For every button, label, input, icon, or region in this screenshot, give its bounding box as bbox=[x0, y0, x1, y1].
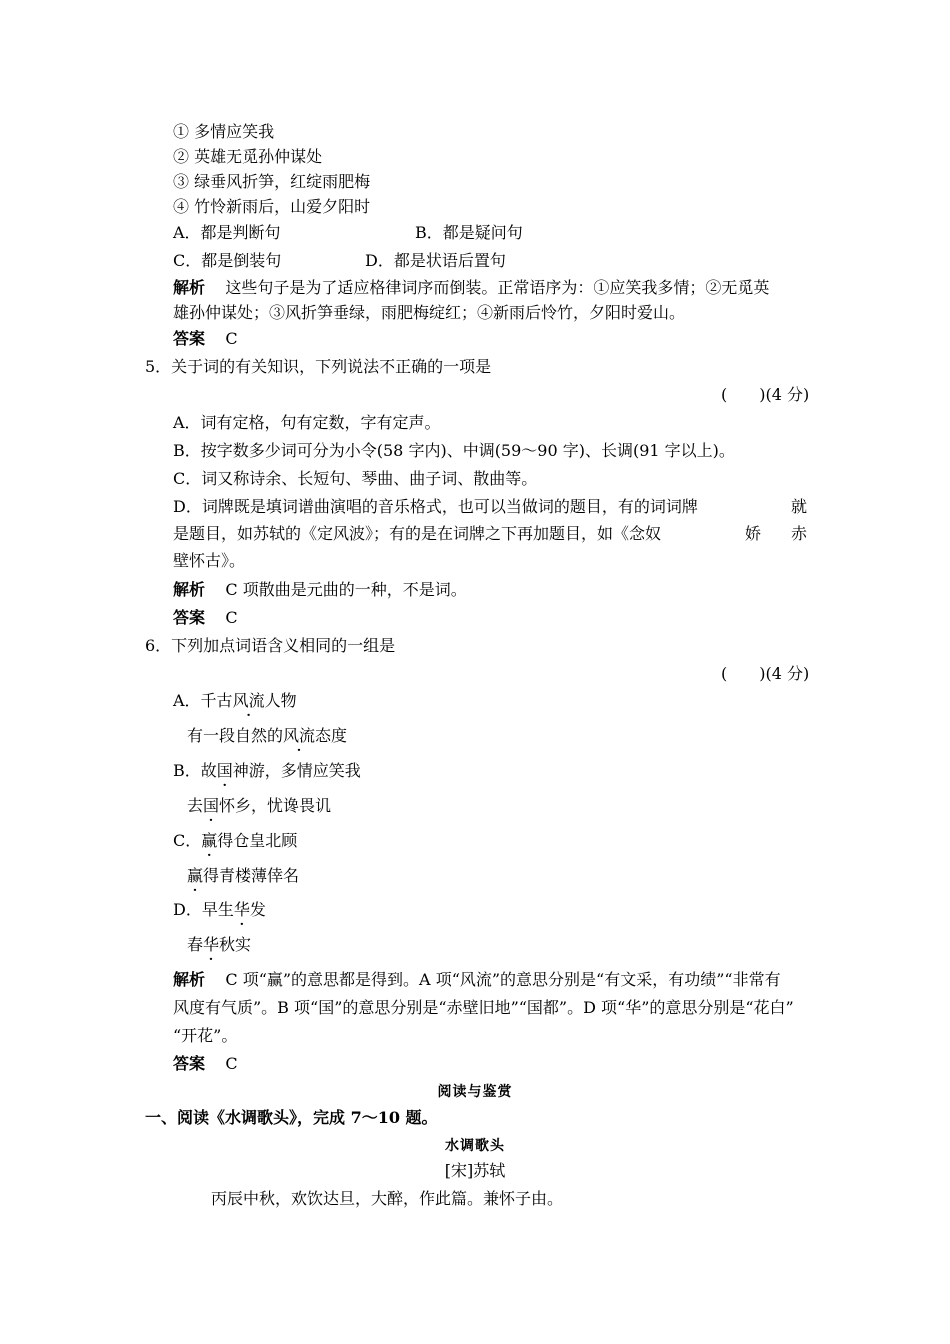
text: 春 bbox=[187, 935, 204, 954]
q5-answer bbox=[173, 608, 238, 628]
q4-item-1: ① 多情应笑我 bbox=[173, 122, 275, 141]
q6-option-a-2 bbox=[187, 726, 347, 746]
q4-analysis-line2: 雄孙仲谋处；③风折笋垂绿，雨肥梅绽红；④新雨后怜竹，夕阳时爱山。 bbox=[173, 303, 686, 322]
answer-value: C bbox=[225, 1054, 238, 1073]
answer-label: 答案 bbox=[173, 608, 206, 627]
dotted-word: 华 bbox=[203, 935, 220, 954]
q6-analysis bbox=[173, 970, 781, 990]
q5-analysis bbox=[173, 580, 467, 600]
text: D．早生 bbox=[173, 900, 234, 919]
q5-option-c: C．词又称诗余、长短句、琴曲、曲子词、散曲等。 bbox=[173, 469, 538, 488]
q6-stem: 6．下列加点词语含义相同的一组是 bbox=[145, 636, 396, 655]
q6-answer bbox=[173, 1054, 238, 1074]
q4-item-3: ③ 绿垂风折笋，红绽雨肥梅 bbox=[173, 172, 371, 191]
q6-option-a-1 bbox=[173, 691, 297, 711]
q5-score: ( )(4 分) bbox=[721, 385, 810, 404]
dotted-word: 赢 bbox=[187, 866, 204, 885]
analysis-label: 解析 bbox=[173, 580, 206, 599]
analysis-label: 解析 bbox=[173, 970, 206, 989]
q5-stem: 5．关于词的有关知识，下列说法不正确的一项是 bbox=[145, 357, 492, 376]
text: 态度 bbox=[315, 726, 348, 745]
q6-analysis-line2: 风度有气质”。B 项“国”的意思分别是“赤壁旧地”“国都”。D 项“华”的意思分别是“花白” bbox=[173, 998, 794, 1017]
text: 去 bbox=[187, 796, 204, 815]
dotted-word: 华 bbox=[233, 900, 250, 919]
q4-option-b: B．都是疑问句 bbox=[415, 223, 523, 242]
q6-option-b-1 bbox=[173, 761, 361, 781]
answer-label: 答案 bbox=[173, 329, 206, 348]
answer-value: C bbox=[225, 608, 238, 627]
text: 得青楼薄倖名 bbox=[203, 866, 300, 885]
q6-option-c-1 bbox=[173, 831, 297, 851]
q5-option-d-line2 bbox=[173, 524, 807, 544]
text: B．故 bbox=[173, 761, 217, 780]
q5-option-d-last: 赤 bbox=[790, 524, 807, 543]
section-title: 阅读与鉴赏 bbox=[437, 1084, 513, 1100]
q4-answer bbox=[173, 329, 238, 349]
part-title: 一、阅读《水调歌头》，完成 7～10 题。 bbox=[145, 1108, 438, 1127]
poem-preface: 丙辰中秋，欢饮达旦，大醉，作此篇。兼怀子由。 bbox=[211, 1189, 564, 1208]
q4-option-c: C．都是倒装句 bbox=[173, 251, 282, 270]
q5-option-a: A．词有定格，句有定数，字有定声。 bbox=[173, 413, 441, 432]
poem-author: [宋]苏轼 bbox=[444, 1161, 506, 1180]
analysis-label: 解析 bbox=[173, 278, 206, 297]
analysis-text: C 项散曲是元曲的一种，不是词。 bbox=[225, 580, 467, 599]
text: 怀乡，忧谗畏讥 bbox=[219, 796, 332, 815]
q5-option-d-tail bbox=[745, 524, 807, 544]
q4-item-4: ④ 竹怜新雨后，山爱夕阳时 bbox=[173, 197, 371, 216]
q5-option-b: B．按字数多少词可分为小令(58 字内)、中调(59～90 字)、长调(91 字以上)。 bbox=[173, 441, 735, 460]
text: A．千古 bbox=[173, 691, 233, 710]
analysis-text: C 项“赢”的意思都是得到。A 项“风流”的意思分别是“有文采，有功绩”“非常有 bbox=[225, 970, 781, 989]
dotted-word: 风流 bbox=[283, 726, 316, 745]
q4-option-d: D．都是状语后置句 bbox=[365, 251, 506, 270]
q6-option-d-1 bbox=[173, 900, 266, 920]
q5-option-d-text2: 是题目，如苏轼的《定风波》；有的是在词牌之下再加题目，如《念奴 bbox=[173, 524, 662, 543]
dotted-word: 国 bbox=[216, 761, 233, 780]
q6-option-b-2 bbox=[187, 796, 331, 816]
q5-option-d-end: 就 bbox=[790, 497, 807, 516]
q6-score: ( )(4 分) bbox=[721, 664, 810, 683]
q5-option-d-mid: 娇 bbox=[744, 524, 761, 543]
answer-value: C bbox=[225, 329, 238, 348]
analysis-text: 这些句子是为了适应格律词序而倒装。正常语序为：①应笑我多情；②无觅英 bbox=[225, 278, 770, 297]
text: 发 bbox=[249, 900, 266, 919]
q6-analysis-line3: “开花”。 bbox=[173, 1026, 238, 1045]
q4-option-a: A．都是判断句 bbox=[173, 223, 281, 242]
q5-option-d-line1 bbox=[173, 497, 807, 517]
q6-option-c-2 bbox=[187, 866, 299, 886]
text: 神游，多情应笑我 bbox=[232, 761, 361, 780]
q4-item-2: ② 英雄无觅孙仲谋处 bbox=[173, 147, 323, 166]
dotted-word: 国 bbox=[203, 796, 220, 815]
text: C． bbox=[173, 831, 202, 850]
dotted-word: 赢 bbox=[201, 831, 218, 850]
q5-option-d-text: D．词牌既是填词谱曲演唱的音乐格式，也可以当做词的题目，有的词词牌 bbox=[173, 497, 698, 516]
text: 秋实 bbox=[219, 935, 252, 954]
text: 得仓皇北顾 bbox=[217, 831, 298, 850]
dotted-word: 风流 bbox=[232, 691, 265, 710]
text: 人物 bbox=[264, 691, 297, 710]
poem-title: 水调歌头 bbox=[445, 1138, 505, 1154]
q5-option-d-line3: 壁怀古》。 bbox=[173, 551, 246, 570]
text: 有一段自然的 bbox=[187, 726, 284, 745]
q4-analysis bbox=[173, 278, 769, 298]
answer-label: 答案 bbox=[173, 1054, 206, 1073]
q6-option-d-2 bbox=[187, 935, 251, 955]
